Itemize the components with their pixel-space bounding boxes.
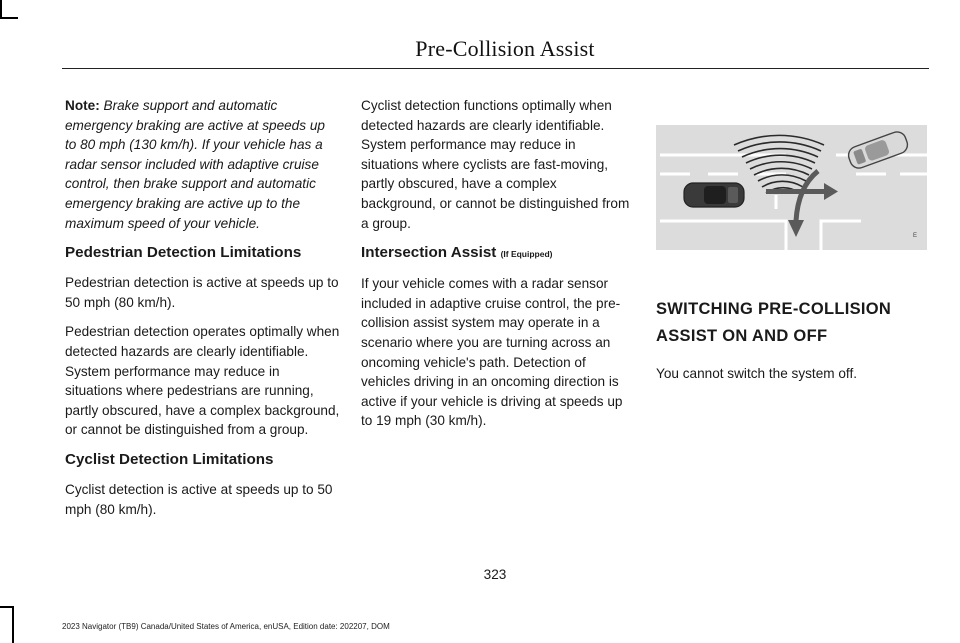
intersection-qualifier: (If Equipped): [500, 249, 553, 260]
switching-heading-line-1: SWITCHING PRE-COLLISION: [656, 300, 892, 318]
crop-mark-top-left: [0, 17, 18, 19]
figure-code: E: [913, 233, 918, 239]
own-car: [684, 183, 744, 207]
switching-heading-line-2: ASSIST ON AND OFF: [656, 327, 828, 345]
crop-mark-bottom-left: [0, 606, 14, 608]
cyclist-performance-paragraph: Cyclist detection functions optimally when detected hazards are clearly identifiable. System performance may reduce in situations where cyclists are fast-moving, partly obscured, have a complex background, or cannot be distinguished from a group.: [361, 98, 630, 231]
pedestrian-speed-paragraph: Pedestrian detection is active at speeds up to 50 mph (80 km/h).: [65, 275, 339, 310]
intersection-heading-text: Intersection Assist: [361, 244, 497, 262]
header-divider: [62, 68, 929, 69]
intersection-assist-illustration: [656, 125, 927, 250]
note-text: Brake support and automatic emergency braking are active at speeds up to 80 mph (130 km/h). If your vehicle has a radar sensor included with adaptive cruise control, then brake support and automatic emergency braking are active up to the maximum speed of your vehicle.: [65, 98, 325, 231]
note-label: Note:: [65, 98, 100, 113]
note-paragraph: [65, 96, 340, 233]
cyclist-speed-paragraph: Cyclist detection is active at speeds up to 50 mph (80 km/h).: [65, 481, 333, 517]
pedestrian-heading: Pedestrian Detection Limitations: [65, 244, 302, 262]
crop-mark-bottom-left: [12, 606, 14, 643]
edition-footer: 2023 Navigator (TB9) Canada/United States of America, enUSA, Edition date: 202207, DOM: [62, 622, 390, 631]
page-title: Pre-Collision Assist: [415, 36, 595, 61]
cyclist-heading: Cyclist Detection Limitations: [65, 450, 274, 468]
crop-mark-top-left: [0, 0, 2, 18]
column-1: [65, 96, 340, 529]
column-3: [656, 296, 931, 384]
column-2: [361, 96, 631, 441]
intersection-heading: [361, 243, 631, 264]
intersection-paragraph: If your vehicle comes with a radar sensor included in adaptive cruise control, the pre-collision assist system may operate in a scenario where you are turning across an oncoming vehicle's path. Detection of vehicles driving in an oncoming direction is active if your vehicle is driving at speeds up to 19 mph (30 km/h).: [361, 276, 623, 429]
pedestrian-performance-paragraph: Pedestrian detection operates optimally when detected hazards are clearly identifiable. System performance may reduce in situations where pedestrians are running, partly obscured, have a complex background, or cannot be distinguished from a group.: [65, 324, 340, 438]
switching-paragraph: You cannot switch the system off.: [656, 366, 857, 381]
page-number: 323: [483, 567, 507, 582]
